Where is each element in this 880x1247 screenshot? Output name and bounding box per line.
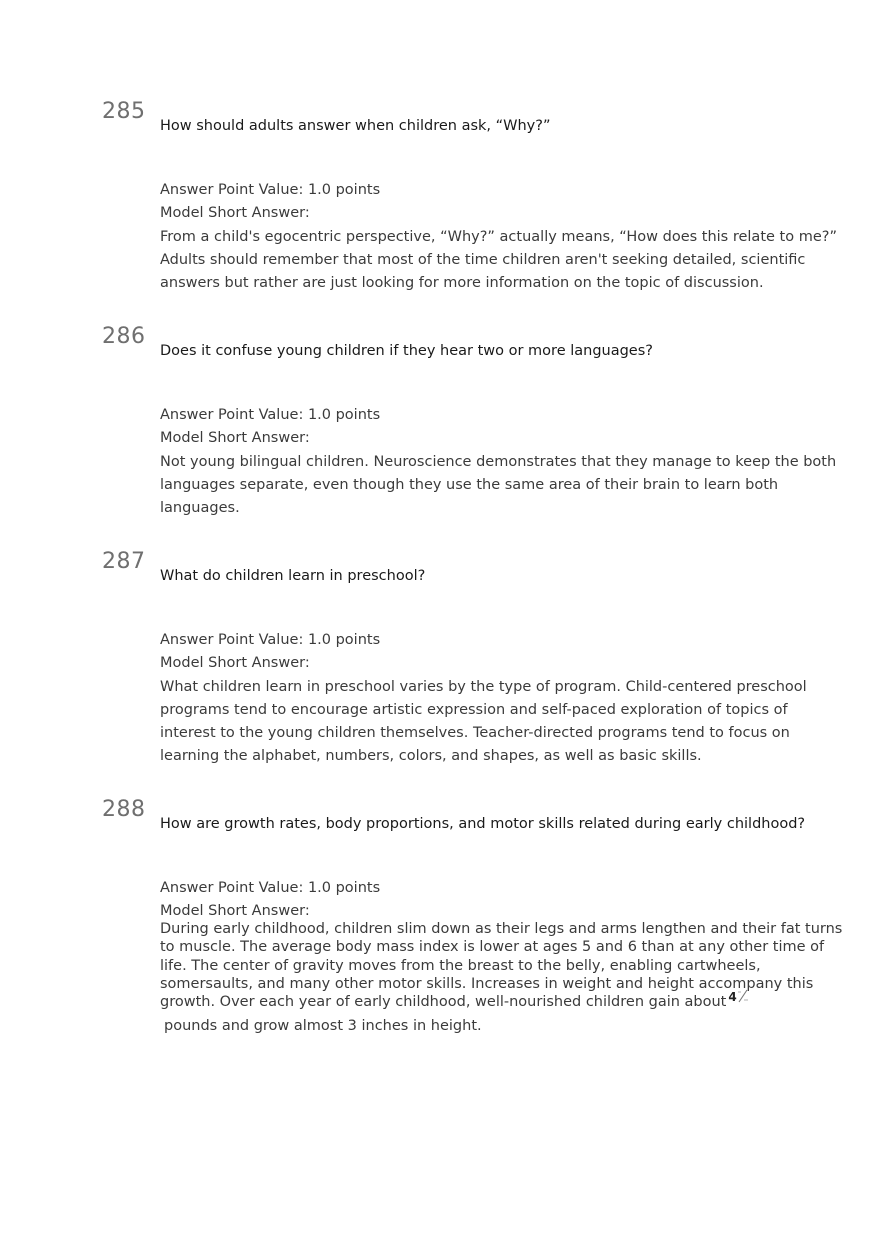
fraction-whole: 4 bbox=[728, 990, 737, 1005]
question-number: 286 bbox=[102, 324, 146, 349]
point-value: Answer Point Value: 1.0 points bbox=[160, 880, 381, 896]
answer-line: Not young bilingual children. Neuroscience demonstrates that they manage to keep the both bbox=[160, 454, 837, 470]
answer-line: languages separate, even though they use the same area of their brain to learn both bbox=[160, 477, 779, 493]
answer-line: During early childhood, children slim down as their legs and arms lengthen and their fat turns bbox=[160, 921, 843, 937]
model-answer-label: Model Short Answer: bbox=[160, 430, 310, 446]
answer-line: answers but rather are just looking for more information on the topic of discussion. bbox=[160, 275, 764, 291]
question-text: How are growth rates, body proportions, and motor skills related during early childhood? bbox=[160, 816, 806, 832]
point-value: Answer Point Value: 1.0 points bbox=[160, 182, 381, 198]
model-answer-text bbox=[160, 920, 843, 1011]
question-number: 288 bbox=[102, 797, 146, 822]
answer-line-text: growth. Over each year of early childhood, well-nourished children gain about bbox=[160, 994, 727, 1011]
question-number: 285 bbox=[102, 99, 146, 124]
fraction-slash-icon bbox=[737, 989, 749, 1003]
point-value: Answer Point Value: 1.0 points bbox=[160, 632, 381, 648]
answer-line: interest to the young children themselves. Teacher-directed programs tend to focus on bbox=[160, 725, 790, 741]
answer-line: languages. bbox=[160, 500, 240, 516]
model-answer-label: Model Short Answer: bbox=[160, 903, 310, 919]
answer-line: life. The center of gravity moves from the breast to the belly, enabling cartwheels, bbox=[160, 957, 761, 974]
answer-final-line: pounds and grow almost 3 inches in height. bbox=[164, 1018, 482, 1034]
model-answer-text bbox=[160, 451, 837, 520]
question-number: 287 bbox=[102, 549, 146, 574]
point-value: Answer Point Value: 1.0 points bbox=[160, 407, 381, 423]
model-answer-text bbox=[160, 226, 837, 295]
answer-line: Adults should remember that most of the time children aren't seeking detailed, scientific bbox=[160, 252, 806, 268]
model-answer-label: Model Short Answer: bbox=[160, 205, 310, 221]
question-text: What do children learn in preschool? bbox=[160, 568, 426, 584]
answer-line: to muscle. The average body mass index is lower at ages 5 and 6 than at any other time of bbox=[160, 939, 825, 956]
question-text: How should adults answer when children ask, “Why?” bbox=[160, 118, 551, 134]
mixed-fraction bbox=[728, 990, 750, 1009]
answer-line: programs tend to encourage artistic expression and self-paced exploration of topics of bbox=[160, 702, 788, 718]
model-answer-text bbox=[160, 676, 807, 768]
question-text: Does it confuse young children if they hear two or more languages? bbox=[160, 343, 653, 359]
answer-line: learning the alphabet, numbers, colors, and shapes, as well as basic skills. bbox=[160, 748, 702, 764]
answer-line bbox=[160, 990, 800, 1011]
answer-line: From a child's egocentric perspective, “Why?” actually means, “How does this relate to me?” bbox=[160, 229, 837, 245]
answer-line: somersaults, and many other motor skills. Increases in weight and height accompany this bbox=[160, 975, 814, 992]
answer-line: What children learn in preschool varies by the type of program. Child-centered preschool bbox=[160, 679, 807, 695]
model-answer-label: Model Short Answer: bbox=[160, 655, 310, 671]
